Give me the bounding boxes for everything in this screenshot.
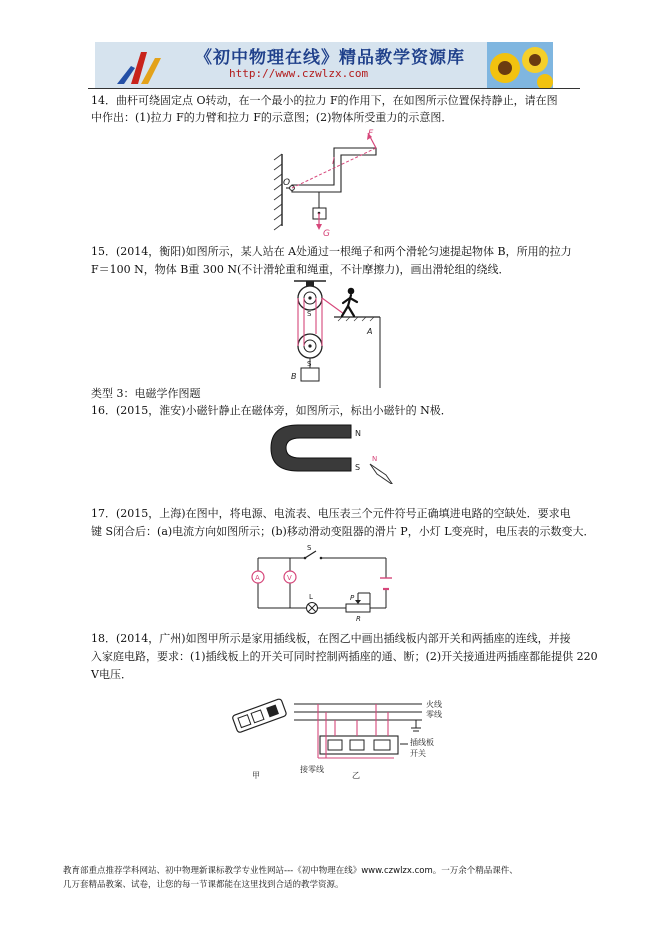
label-a: A <box>367 327 373 336</box>
header-title: 《初中物理在线》精品教学资源库 <box>195 48 465 68</box>
q16-magnet-diagram <box>268 420 414 484</box>
q18-line2: 入家庭电路，要求：(1)插线板上的开关可同时控制两插座的通、断；(2)开关接通进两插座都能提供 220 <box>91 650 598 663</box>
section-type3: 类型 3：电磁学作图题 <box>91 387 201 400</box>
label-ground: 接零线 <box>300 765 324 774</box>
label-s: S <box>307 544 312 552</box>
switch-s <box>305 551 316 558</box>
label-p: P <box>350 594 355 602</box>
label-f: F <box>368 129 374 139</box>
curved-lever <box>292 148 376 192</box>
header-rule <box>88 88 580 89</box>
rheostat-r <box>346 604 370 612</box>
header-banner <box>95 42 553 88</box>
person-icon <box>342 288 357 316</box>
object-b <box>301 368 319 381</box>
circuit-wires <box>258 558 386 608</box>
q17-circuit-diagram <box>246 544 396 622</box>
q14-line2: 中作出：(1)拉力 F的力臂和拉力 F的示意图；(2)物体所受重力的示意图． <box>91 111 453 124</box>
compass-needle <box>370 464 393 484</box>
q17-line2: 键 S闭合后：(a)电流方向如图所示；(b)移动滑动变阻器的滑片 P，小灯 L变亮时，电压表的示数变大． <box>91 525 595 538</box>
q15-pulley-diagram <box>282 278 382 388</box>
footer-line2: 几万套精品教案、试卷，让您的每一节课都能在这里找到合适的教学资源。 <box>63 880 344 890</box>
q15-line1: 15．(2014，衡阳)如图所示，某人站在 A处通过一根绳子和两个滑轮匀速提起物体 B，所用的拉力 <box>91 245 572 258</box>
label-fire: 火线 <box>426 700 442 709</box>
wall-hatch <box>274 154 282 230</box>
label-ammeter: A <box>255 574 260 582</box>
u-magnet <box>271 425 351 471</box>
socket-1 <box>328 740 342 750</box>
q17-line1: 17．(2015，上海)在图中，将电源、电流表、电压表三个元件符号正确填进电路的空缺处．要求电 <box>91 507 571 520</box>
label-board: 插线板 <box>410 738 434 747</box>
label-l: L <box>309 593 313 601</box>
label-b: B <box>291 372 297 381</box>
label-switch: 开关 <box>410 749 426 758</box>
q14-lever-diagram <box>272 126 390 238</box>
q15-line2: F＝100 N，物体 B重 300 N(不计滑轮重和绳重，不计摩擦力)，画出滑轮组的绕线． <box>91 263 510 276</box>
label-s1: S <box>307 310 312 318</box>
footer-line1: 教育部重点推荐学科网站、初中物理新课标教学专业性网站---《初中物理在线》www.czwlzx.com。一万余个精品课件、 <box>63 866 518 876</box>
q16-line1: 16．(2015，淮安)小磁针静止在磁体旁，如图所示，标出小磁针的 N极． <box>91 404 452 417</box>
label-yi: 乙 <box>352 771 360 780</box>
q18-line3: V电压． <box>91 668 132 681</box>
site-logo-icon <box>111 46 167 86</box>
q14-line1: 14．曲杆可绕固定点 O转动，在一个最小的拉力 F的作用下，在如图所示位置保持静止，请在图 <box>91 94 558 107</box>
q18-line1: 18．(2014，广州)如图甲所示是家用插线板，在图乙中画出插线板内部开关和两插座的连线，并接 <box>91 632 571 645</box>
label-magnet-n: N <box>355 429 361 438</box>
label-voltmeter: V <box>287 574 292 582</box>
q18-power-strip-diagram <box>226 692 466 784</box>
label-o: O <box>283 178 291 188</box>
strip-switch <box>374 740 390 750</box>
power-strip-photo <box>232 698 287 733</box>
label-magnet-s: S <box>355 463 361 472</box>
socket-2 <box>350 740 364 750</box>
label-r: R <box>356 615 361 622</box>
label-jia: 甲 <box>252 771 260 780</box>
label-s2: S <box>307 360 312 368</box>
label-needle-n: N <box>372 455 378 463</box>
label-neutral: 零线 <box>426 710 442 719</box>
sunflower-icon <box>487 42 553 88</box>
label-g: G <box>323 229 330 238</box>
label-l: l <box>332 157 335 167</box>
header-url[interactable]: http://www.czwlzx.com <box>229 67 369 80</box>
